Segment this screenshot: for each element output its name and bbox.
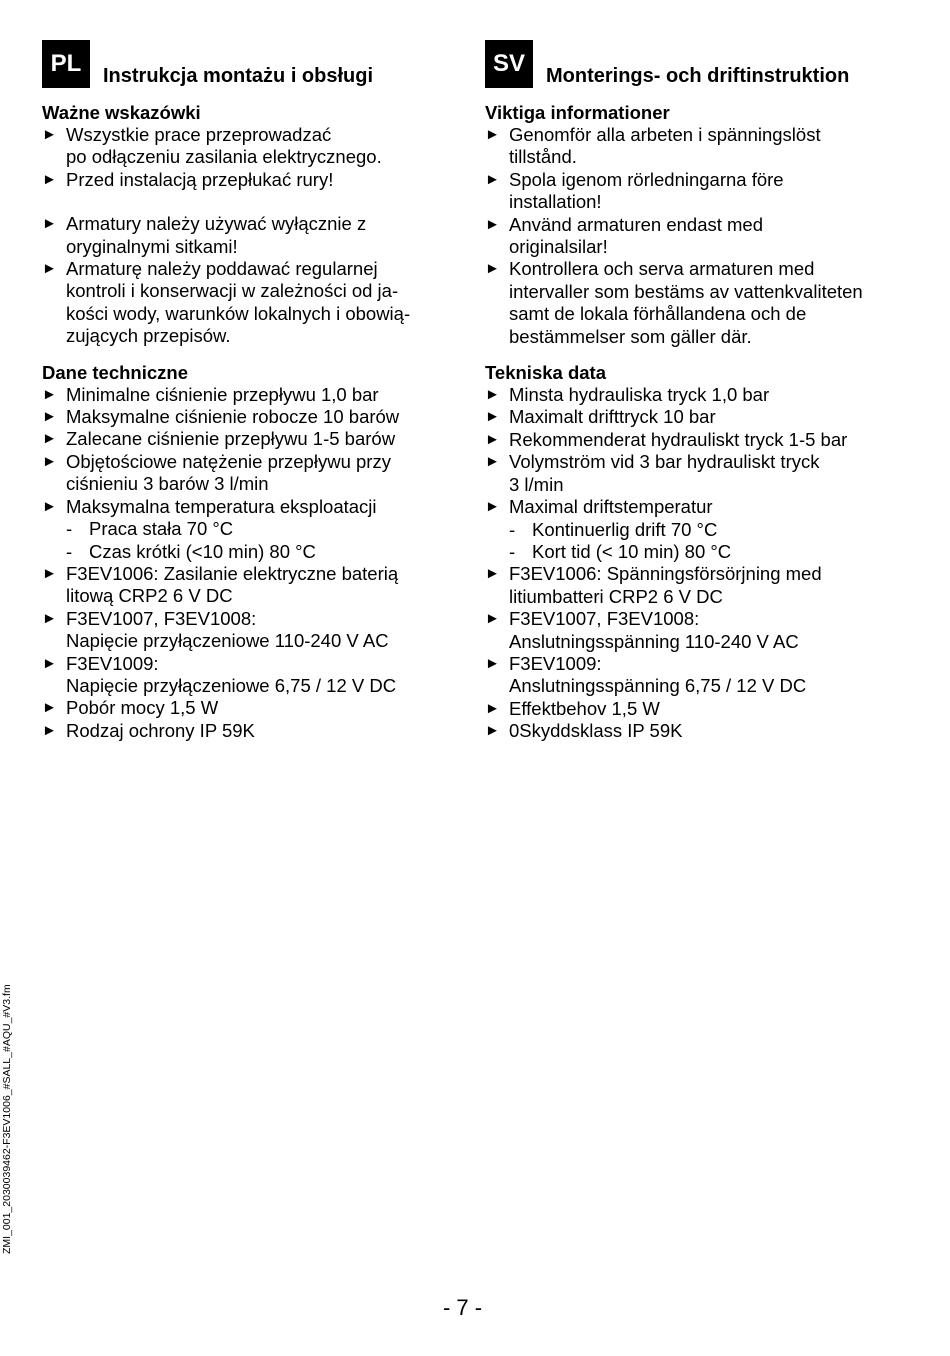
list-item-line: Armaturę należy poddawać regularnej <box>66 258 378 280</box>
notes-heading: Viktiga informationer <box>485 102 670 123</box>
list-item <box>485 653 905 698</box>
bullet-arrow-icon: ► <box>42 126 57 143</box>
bullet-arrow-icon: ► <box>42 721 57 739</box>
bullet-arrow-icon: ► <box>42 609 57 627</box>
bullet-arrow-icon: ► <box>485 386 500 404</box>
list-item-line: Kontrollera och serva armaturen med <box>509 258 815 280</box>
bullet-arrow-icon: ► <box>485 565 500 583</box>
list-item-line: Spola igenom rörledningarna före <box>509 168 784 190</box>
list-item <box>485 720 905 742</box>
sub-list-item <box>485 541 905 563</box>
list-item-line: ciśnieniu 3 barów 3 l/min <box>66 473 269 495</box>
list-item-line: Använd armaturen endast med <box>509 213 764 235</box>
list-item-line: 3 l/min <box>509 473 564 495</box>
list-item-line: Minimalne ciśnienie przepływu 1,0 bar <box>66 383 379 405</box>
list-item <box>485 214 905 259</box>
bullet-arrow-icon: ► <box>485 430 500 448</box>
tech-list <box>485 384 905 518</box>
notes-list <box>485 124 905 348</box>
tech-list-2 <box>485 563 905 742</box>
list-item-line: intervaller som bestäms av vattenkvaliteten <box>509 280 863 302</box>
list-item <box>42 169 462 191</box>
bullet-arrow-icon: ► <box>42 699 57 717</box>
list-item <box>485 169 905 214</box>
bullet-arrow-icon: ► <box>485 498 500 516</box>
list-item-line: Anslutningsspänning 110-240 V AC <box>509 630 799 652</box>
list-item <box>42 428 462 450</box>
list-item-line: Zalecane ciśnienie przepływu 1-5 barów <box>66 428 396 450</box>
bullet-arrow-icon: ► <box>485 260 500 278</box>
list-item-line: po odłączeniu zasilania elektrycznego. <box>66 146 382 168</box>
temperature-list <box>42 518 462 563</box>
list-item <box>42 258 462 348</box>
tech-list-2 <box>42 563 462 742</box>
section-title: Instrukcja montażu i obsługi <box>103 65 374 87</box>
list-item-line: Napięcie przyłączeniowe 110-240 V AC <box>66 630 389 652</box>
list-item-line: Anslutningsspänning 6,75 / 12 V DC <box>509 675 807 697</box>
list-item-line: Minsta hydrauliska tryck 1,0 bar <box>509 384 770 406</box>
page-number: - 7 - <box>442 1295 483 1320</box>
list-item <box>485 608 905 653</box>
list-item-line: Maksymalna temperatura eksploatacji <box>66 495 377 517</box>
bullet-arrow-icon: ► <box>485 126 500 143</box>
list-item-line: oryginalnymi sitkami! <box>66 235 238 257</box>
list-item-line: 0Skyddsklass IP 59K <box>509 720 683 742</box>
list-item <box>485 429 905 451</box>
list-item-line: samt de lokala förhållandena och de <box>509 303 807 325</box>
language-badge: SV <box>485 40 533 88</box>
list-item-line: bestämmelser som gäller där. <box>509 325 752 347</box>
list-item-line: F3EV1009: <box>66 652 159 674</box>
bullet-arrow-icon: ► <box>485 215 500 233</box>
list-item-line: Wszystkie prace przeprowadzać <box>66 124 332 145</box>
list-item <box>42 496 462 518</box>
list-item <box>485 563 905 608</box>
tech-heading: Dane techniczne <box>42 361 188 383</box>
dash-marker: - <box>509 518 516 540</box>
notes-heading: Ważne wskazówki <box>42 102 201 123</box>
list-item-line: F3EV1009: <box>509 652 602 674</box>
list-item-line: Effektbehov 1,5 W <box>509 697 660 719</box>
list-item-line: Rodzaj ochrony IP 59K <box>66 719 255 741</box>
tech-heading: Tekniska data <box>485 362 606 384</box>
list-item <box>42 384 462 406</box>
section-title: Monterings- och driftinstruktion <box>546 65 850 87</box>
list-item-line: Maximalt drifttryck 10 bar <box>509 406 716 428</box>
sub-list-item <box>42 518 462 540</box>
bullet-arrow-icon: ► <box>485 610 500 628</box>
bullet-arrow-icon: ► <box>485 699 500 717</box>
list-item <box>42 720 462 742</box>
bullet-arrow-icon: ► <box>485 453 500 471</box>
bullet-arrow-icon: ► <box>42 408 57 426</box>
list-item <box>42 697 462 719</box>
list-item-line: Przed instalacją przepłukać rury! <box>66 168 334 190</box>
list-item <box>42 653 462 698</box>
sub-list-item-text: Praca stała 70 °C <box>89 518 234 540</box>
section-header <box>485 40 905 96</box>
bullet-arrow-icon: ► <box>42 170 57 188</box>
list-item-line: tillstånd. <box>509 146 577 168</box>
list-item <box>42 451 462 496</box>
list-item-line: Maksymalne ciśnienie robocze 10 barów <box>66 406 400 428</box>
list-item-line: Armatury należy używać wyłącznie z <box>66 213 367 235</box>
language-badge: PL <box>42 40 90 88</box>
list-item <box>42 608 462 653</box>
bullet-arrow-icon: ► <box>485 654 500 672</box>
sub-list-item <box>42 541 462 563</box>
bullet-arrow-icon: ► <box>42 452 57 470</box>
list-item <box>485 496 905 518</box>
list-item-line: installation! <box>509 191 602 213</box>
list-item-line: F3EV1006: Zasilanie elektryczne baterią <box>66 562 399 584</box>
list-item-line: litową CRP2 6 V DC <box>66 585 233 607</box>
bullet-arrow-icon: ► <box>42 497 57 515</box>
column-pl <box>42 40 462 742</box>
list-item-line: Pobór mocy 1,5 W <box>66 697 219 719</box>
list-item <box>42 213 462 258</box>
sub-list-item-text: Czas krótki (<10 min) 80 °C <box>89 540 316 562</box>
sub-list-item-text: Kontinuerlig drift 70 °C <box>532 518 718 540</box>
list-item-line: litiumbatteri CRP2 6 V DC <box>509 585 723 607</box>
tech-list <box>42 384 462 518</box>
list-item-line: F3EV1007, F3EV1008: <box>66 607 257 629</box>
bullet-arrow-icon: ► <box>485 170 500 188</box>
list-item <box>485 258 905 348</box>
list-item-line: zujących przepisów. <box>66 325 231 347</box>
file-reference: ZMI_001_2030039462-F3EV1006_#SALL_#AQU_#V3.fm <box>1 984 13 1254</box>
sub-list-item <box>485 519 905 541</box>
list-item <box>42 563 462 608</box>
bullet-arrow-icon: ► <box>485 722 500 740</box>
list-item-line: kontroli i konserwacji w zależności od ja- <box>66 280 399 302</box>
list-item <box>485 451 905 496</box>
notes-list <box>42 124 462 348</box>
list-item <box>42 406 462 428</box>
bullet-arrow-icon: ► <box>42 430 57 448</box>
list-item-line: Genomför alla arbeten i spänningslöst <box>509 124 821 145</box>
list-item <box>485 384 905 406</box>
list-item <box>485 406 905 428</box>
list-item-line: Napięcie przyłączeniowe 6,75 / 12 V DC <box>66 674 397 696</box>
dash-marker: - <box>509 540 516 562</box>
list-item-line: originalsilar! <box>509 236 608 258</box>
bullet-arrow-icon: ► <box>485 408 500 426</box>
list-item-line: Rekommenderat hydrauliskt tryck 1-5 bar <box>509 428 848 450</box>
list-item-line: F3EV1007, F3EV1008: <box>509 608 700 630</box>
list-item <box>42 124 462 169</box>
bullet-arrow-icon: ► <box>42 260 57 278</box>
list-item-line: Objętościowe natężenie przepływu przy <box>66 450 391 472</box>
list-item-line: kości wody, warunków lokalnych i obowią- <box>66 302 411 324</box>
temperature-list <box>485 519 905 564</box>
column-sv <box>485 40 905 743</box>
sub-list-item-text: Kort tid (< 10 min) 80 °C <box>532 540 732 562</box>
list-item-line: Maximal driftstemperatur <box>509 496 713 518</box>
section-header <box>42 40 462 96</box>
list-item <box>485 124 905 169</box>
bullet-arrow-icon: ► <box>42 654 57 672</box>
list-item <box>485 698 905 720</box>
bullet-arrow-icon: ► <box>42 385 57 403</box>
dash-marker: - <box>66 540 73 562</box>
list-item-line: Volymström vid 3 bar hydrauliskt tryck <box>509 451 820 473</box>
bullet-arrow-icon: ► <box>42 564 57 582</box>
bullet-arrow-icon: ► <box>42 215 57 233</box>
dash-marker: - <box>66 518 73 540</box>
list-item-line: F3EV1006: Spänningsförsörjning med <box>509 563 822 585</box>
